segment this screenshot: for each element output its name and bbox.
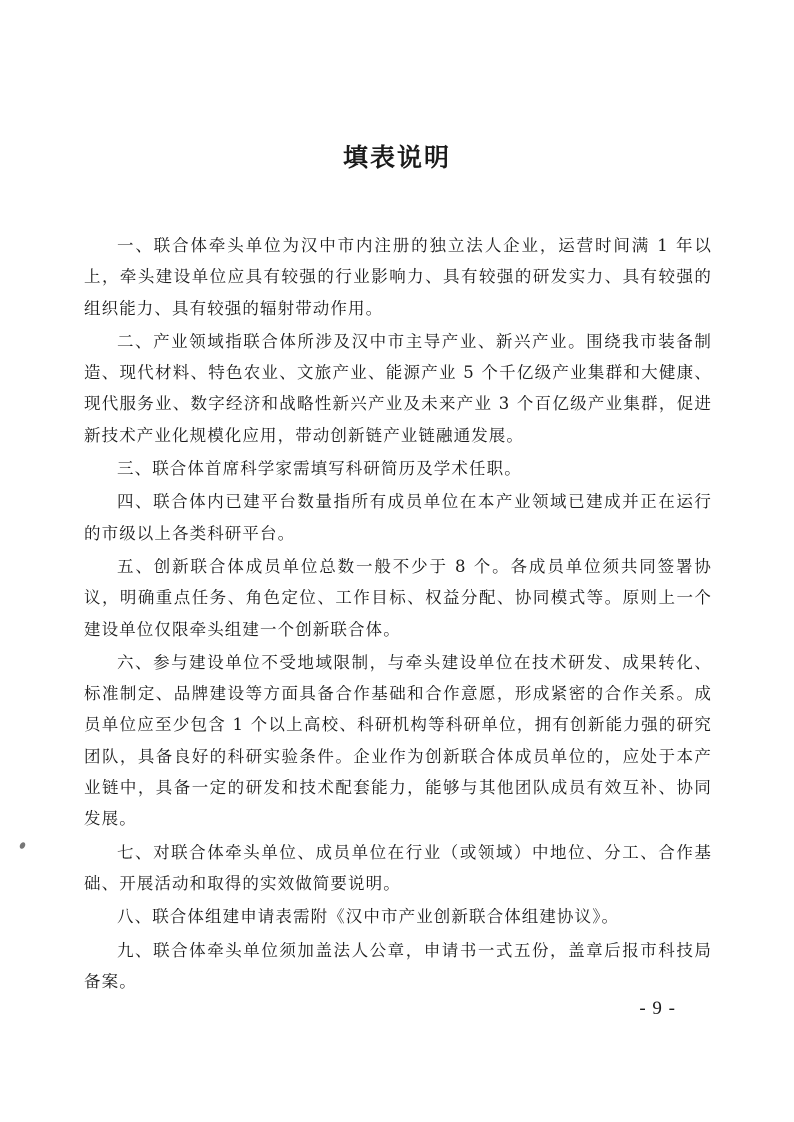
instruction-paragraph-8: 八、联合体组建申请表需附《汉中市产业创新联合体组建协议》。 bbox=[117, 907, 620, 927]
instruction-paragraph-4: 四、联合体内已建平台数量指所有成员单位在本产业领域已建成并正在运行的市级以上各类科研平台。 bbox=[84, 492, 712, 543]
instruction-paragraph-7: 七、对联合体牵头单位、成员单位在行业（或领域）中地位、分工、合作基础、开展活动和取得的实效做简要说明。 bbox=[84, 842, 712, 893]
instruction-paragraph-1: 一、联合体牵头单位为汉中市内注册的独立法人企业，运营时间满 1 年以上，牵头建设单位应具有较强的行业影响力、具有较强的研发实力、具有较强的组织能力、具有较强的辐射带动作用。 bbox=[84, 236, 712, 318]
page-number: - 9 - bbox=[639, 998, 676, 1019]
instruction-paragraph-6: 六、参与建设单位不受地域限制，与牵头建设单位在技术研发、成果转化、标准制定、品牌建设等方面具备合作基础和合作意愿，形成紧密的合作关系。成员单位应至少包含 1 个以上高校、科研机构等科研单位，拥有创新能力强的研究团队，具备良好的科研实验条件。企业作为创新联合体成员单位的，应处于本产业链中，具备一定的研发和技术配套能力，能够与其他团队成员有效互补、协同发展。 bbox=[84, 652, 712, 829]
scan-speck bbox=[19, 841, 27, 850]
instruction-paragraph-2: 二、产业领域指联合体所涉及汉中市主导产业、新兴产业。围绕我市装备制造、现代材料、特色农业、文旅产业、能源产业 5 个千亿级产业集群和大健康、现代服务业、数字经济和战略性新兴产业及未来产业 3 个百亿级产业集群，促进新技术产业化规模化应用，带动创新链产业链融通发展。 bbox=[84, 331, 712, 445]
instruction-paragraph-3: 三、联合体首席科学家需填写科研简历及学术任职。 bbox=[117, 459, 522, 479]
instruction-paragraph-5: 五、创新联合体成员单位总数一般不少于 8 个。各成员单位须共同签署协议，明确重点任务、角色定位、工作目标、权益分配、协同模式等。原则上一个建设单位仅限牵头组建一个创新联合体。 bbox=[84, 556, 712, 639]
page-title: 填表说明 bbox=[342, 143, 451, 172]
instruction-paragraph-9: 九、联合体牵头单位须加盖法人公章，申请书一式五份，盖章后报市科技局备案。 bbox=[84, 940, 712, 991]
instructions-body bbox=[84, 230, 712, 999]
